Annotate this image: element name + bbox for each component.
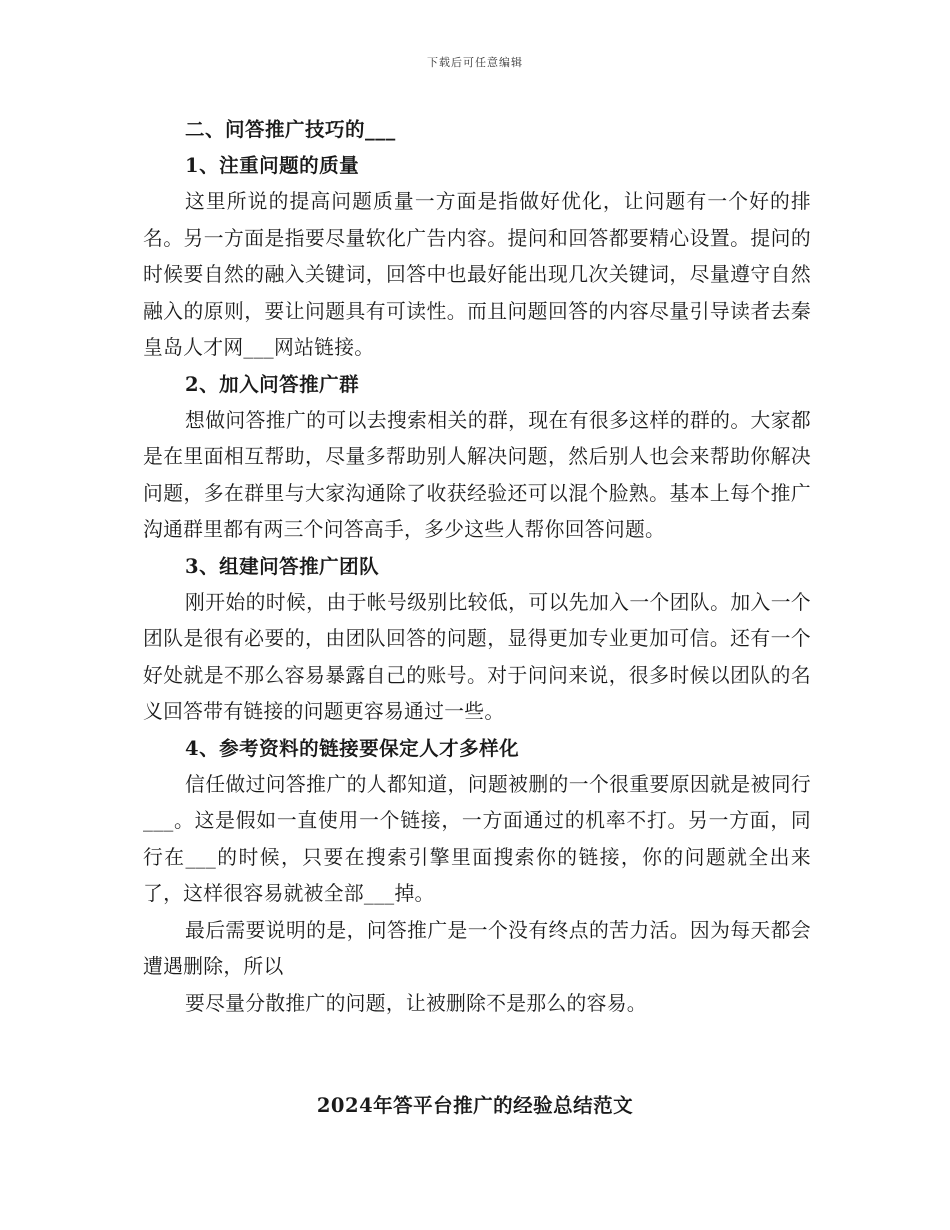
document-body (143, 112, 811, 1022)
closing-paragraph-1: 最后需要说明的是，问答推广是一个没有终点的苦力活。因为每天都会遭遇删除，所以 (143, 918, 811, 978)
item-1-paragraph: 这里所说的提高问题质量一方面是指做好优化，让问题有一个好的排名。另一方面是指要尽量软化广告内容。提问和回答都要精心设置。提问的时候要自然的融入关键词，回答中也最好能出现几次关键词，尽量遵守自然融入的原则，要让问题具有可读性。而且问题回答的内容尽量引导读者去秦皇岛人才网___网站链接。 (143, 190, 811, 359)
next-document-title: 2024年答平台推广的经验总结范文 (316, 1094, 634, 1117)
section-heading: 二、问答推广技巧的___ (185, 118, 396, 141)
item-4-heading: 4、参考资料的链接要保定人才多样化 (185, 736, 520, 760)
item-4-paragraph: 信任做过问答推广的人都知道，问题被删的一个很重要原因就是被同行___。这是假如一直使用一个链接，一方面通过的机率不打。另一方面，同行在___的时候，只要在搜索引擎里面搜索你的链接，你的问题就全出来了，这样很容易就被全部___掉。 (143, 772, 811, 905)
closing-paragraph-2: 要尽量分散推广的问题，让被删除不是那么的容易。 (185, 991, 647, 1015)
page-header: 下载后可任意编辑 (427, 56, 523, 69)
item-1-heading: 1、注重问题的质量 (185, 154, 360, 177)
item-2-paragraph: 想做问答推广的可以去搜索相关的群，现在有很多这样的群的。大家都是在里面相互帮助，尽量多帮助别人解决问题，然后别人也会来帮助你解决问题，多在群里与大家沟通除了收获经验还可以混个脸熟。基本上每个推广沟通群里都有两三个问答高手，多少这些人帮你回答问题。 (143, 408, 811, 541)
item-2-heading: 2、加入问答推广群 (185, 372, 360, 396)
item-3-paragraph: 刚开始的时候，由于帐号级别比较低，可以先加入一个团队。加入一个团队是很有必要的，由团队回答的问题，显得更加专业更加可信。还有一个好处就是不那么容易暴露自己的账号。对于问问来说，很多时候以团队的名义回答带有链接的问题更容易通过一些。 (143, 590, 811, 723)
item-3-heading: 3、组建问答推广团队 (185, 554, 380, 578)
